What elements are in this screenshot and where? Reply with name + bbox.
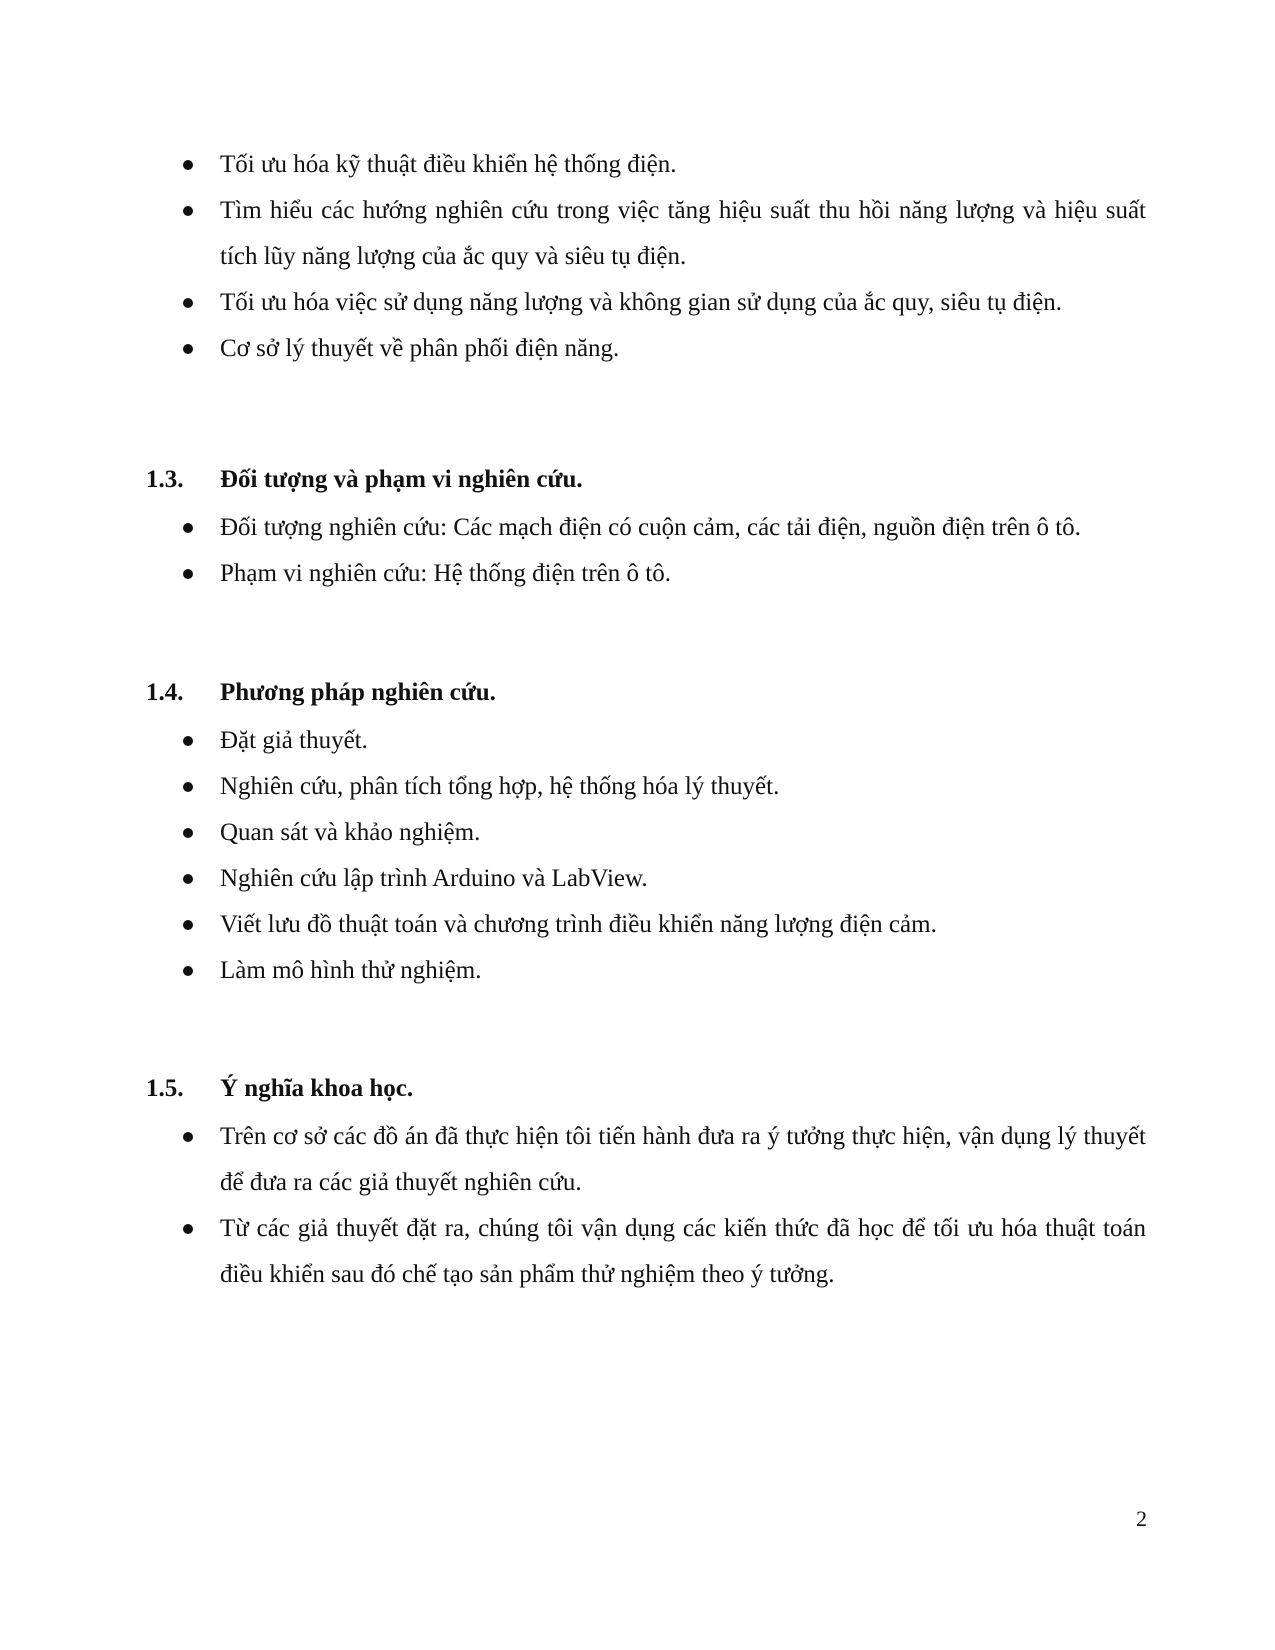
intro-bullet-list xyxy=(0,142,1275,372)
section-title: Đối tượng và phạm vi nghiên cứu. xyxy=(220,466,583,493)
section-heading-1-3 xyxy=(0,460,1275,500)
section-title: Phương pháp nghiên cứu. xyxy=(220,679,496,706)
list-item: Trên cơ sở các đồ án đã thực hiện tôi tiến hành đưa ra ý tưởng thực hiện, vận dụng lý thuyết để đưa ra các giả thuyết nghiên cứu. xyxy=(0,1114,1146,1206)
section-title: Ý nghĩa khoa học. xyxy=(220,1075,414,1102)
list-item: Tối ưu hóa kỹ thuật điều khiển hệ thống điện. xyxy=(0,142,1146,188)
list-item: Làm mô hình thử nghiệm. xyxy=(0,948,1146,994)
bullet-icon xyxy=(183,920,193,930)
bullet-icon xyxy=(183,206,193,216)
bullet-icon xyxy=(183,569,193,579)
bullet-icon xyxy=(183,828,193,838)
bullet-icon xyxy=(183,1132,193,1142)
list-item: Nghiên cứu, phân tích tổng hợp, hệ thống hóa lý thuyết. xyxy=(0,764,1146,810)
list-item: Tối ưu hóa việc sử dụng năng lượng và không gian sử dụng của ắc quy, siêu tụ điện. xyxy=(0,280,1146,326)
bullet-icon xyxy=(183,344,193,354)
bullet-icon xyxy=(183,874,193,884)
section-heading-1-4 xyxy=(0,673,1275,713)
list-item: Quan sát và khảo nghiệm. xyxy=(0,810,1146,856)
page-number: 2 xyxy=(1136,1506,1147,1531)
bullet-icon xyxy=(183,966,193,976)
list-item: Từ các giả thuyết đặt ra, chúng tôi vận dụng các kiến thức đã học để tối ưu hóa thuật toán điều khiển sau đó chế tạo sản phẩm thử nghiệm theo ý tưởng. xyxy=(0,1206,1146,1298)
section-number: 1.3. xyxy=(146,466,184,493)
list-item: Đặt giả thuyết. xyxy=(0,718,1146,764)
section-1-5-bullet-list xyxy=(0,1114,1275,1298)
section-1-3-bullet-list xyxy=(0,505,1275,597)
bullet-icon xyxy=(183,523,193,533)
list-item: Viết lưu đồ thuật toán và chương trình điều khiển năng lượng điện cảm. xyxy=(0,902,1146,948)
section-1-4-bullet-list xyxy=(0,718,1275,994)
bullet-icon xyxy=(183,736,193,746)
list-item: Tìm hiểu các hướng nghiên cứu trong việc tăng hiệu suất thu hồi năng lượng và hiệu suất tích lũy năng lượng của ắc quy và siêu tụ điện. xyxy=(0,188,1146,280)
list-item: Cơ sở lý thuyết về phân phối điện năng. xyxy=(0,326,1146,372)
bullet-icon xyxy=(183,160,193,170)
list-item: Đối tượng nghiên cứu: Các mạch điện có cuộn cảm, các tải điện, nguồn điện trên ô tô. xyxy=(0,505,1146,551)
section-number: 1.5. xyxy=(146,1075,184,1102)
section-number: 1.4. xyxy=(146,679,184,706)
bullet-icon xyxy=(183,1224,193,1234)
list-item: Nghiên cứu lập trình Arduino và LabView. xyxy=(0,856,1146,902)
section-heading-1-5 xyxy=(0,1069,1275,1109)
list-item: Phạm vi nghiên cứu: Hệ thống điện trên ô tô. xyxy=(0,551,1146,597)
bullet-icon xyxy=(183,298,193,308)
bullet-icon xyxy=(183,782,193,792)
